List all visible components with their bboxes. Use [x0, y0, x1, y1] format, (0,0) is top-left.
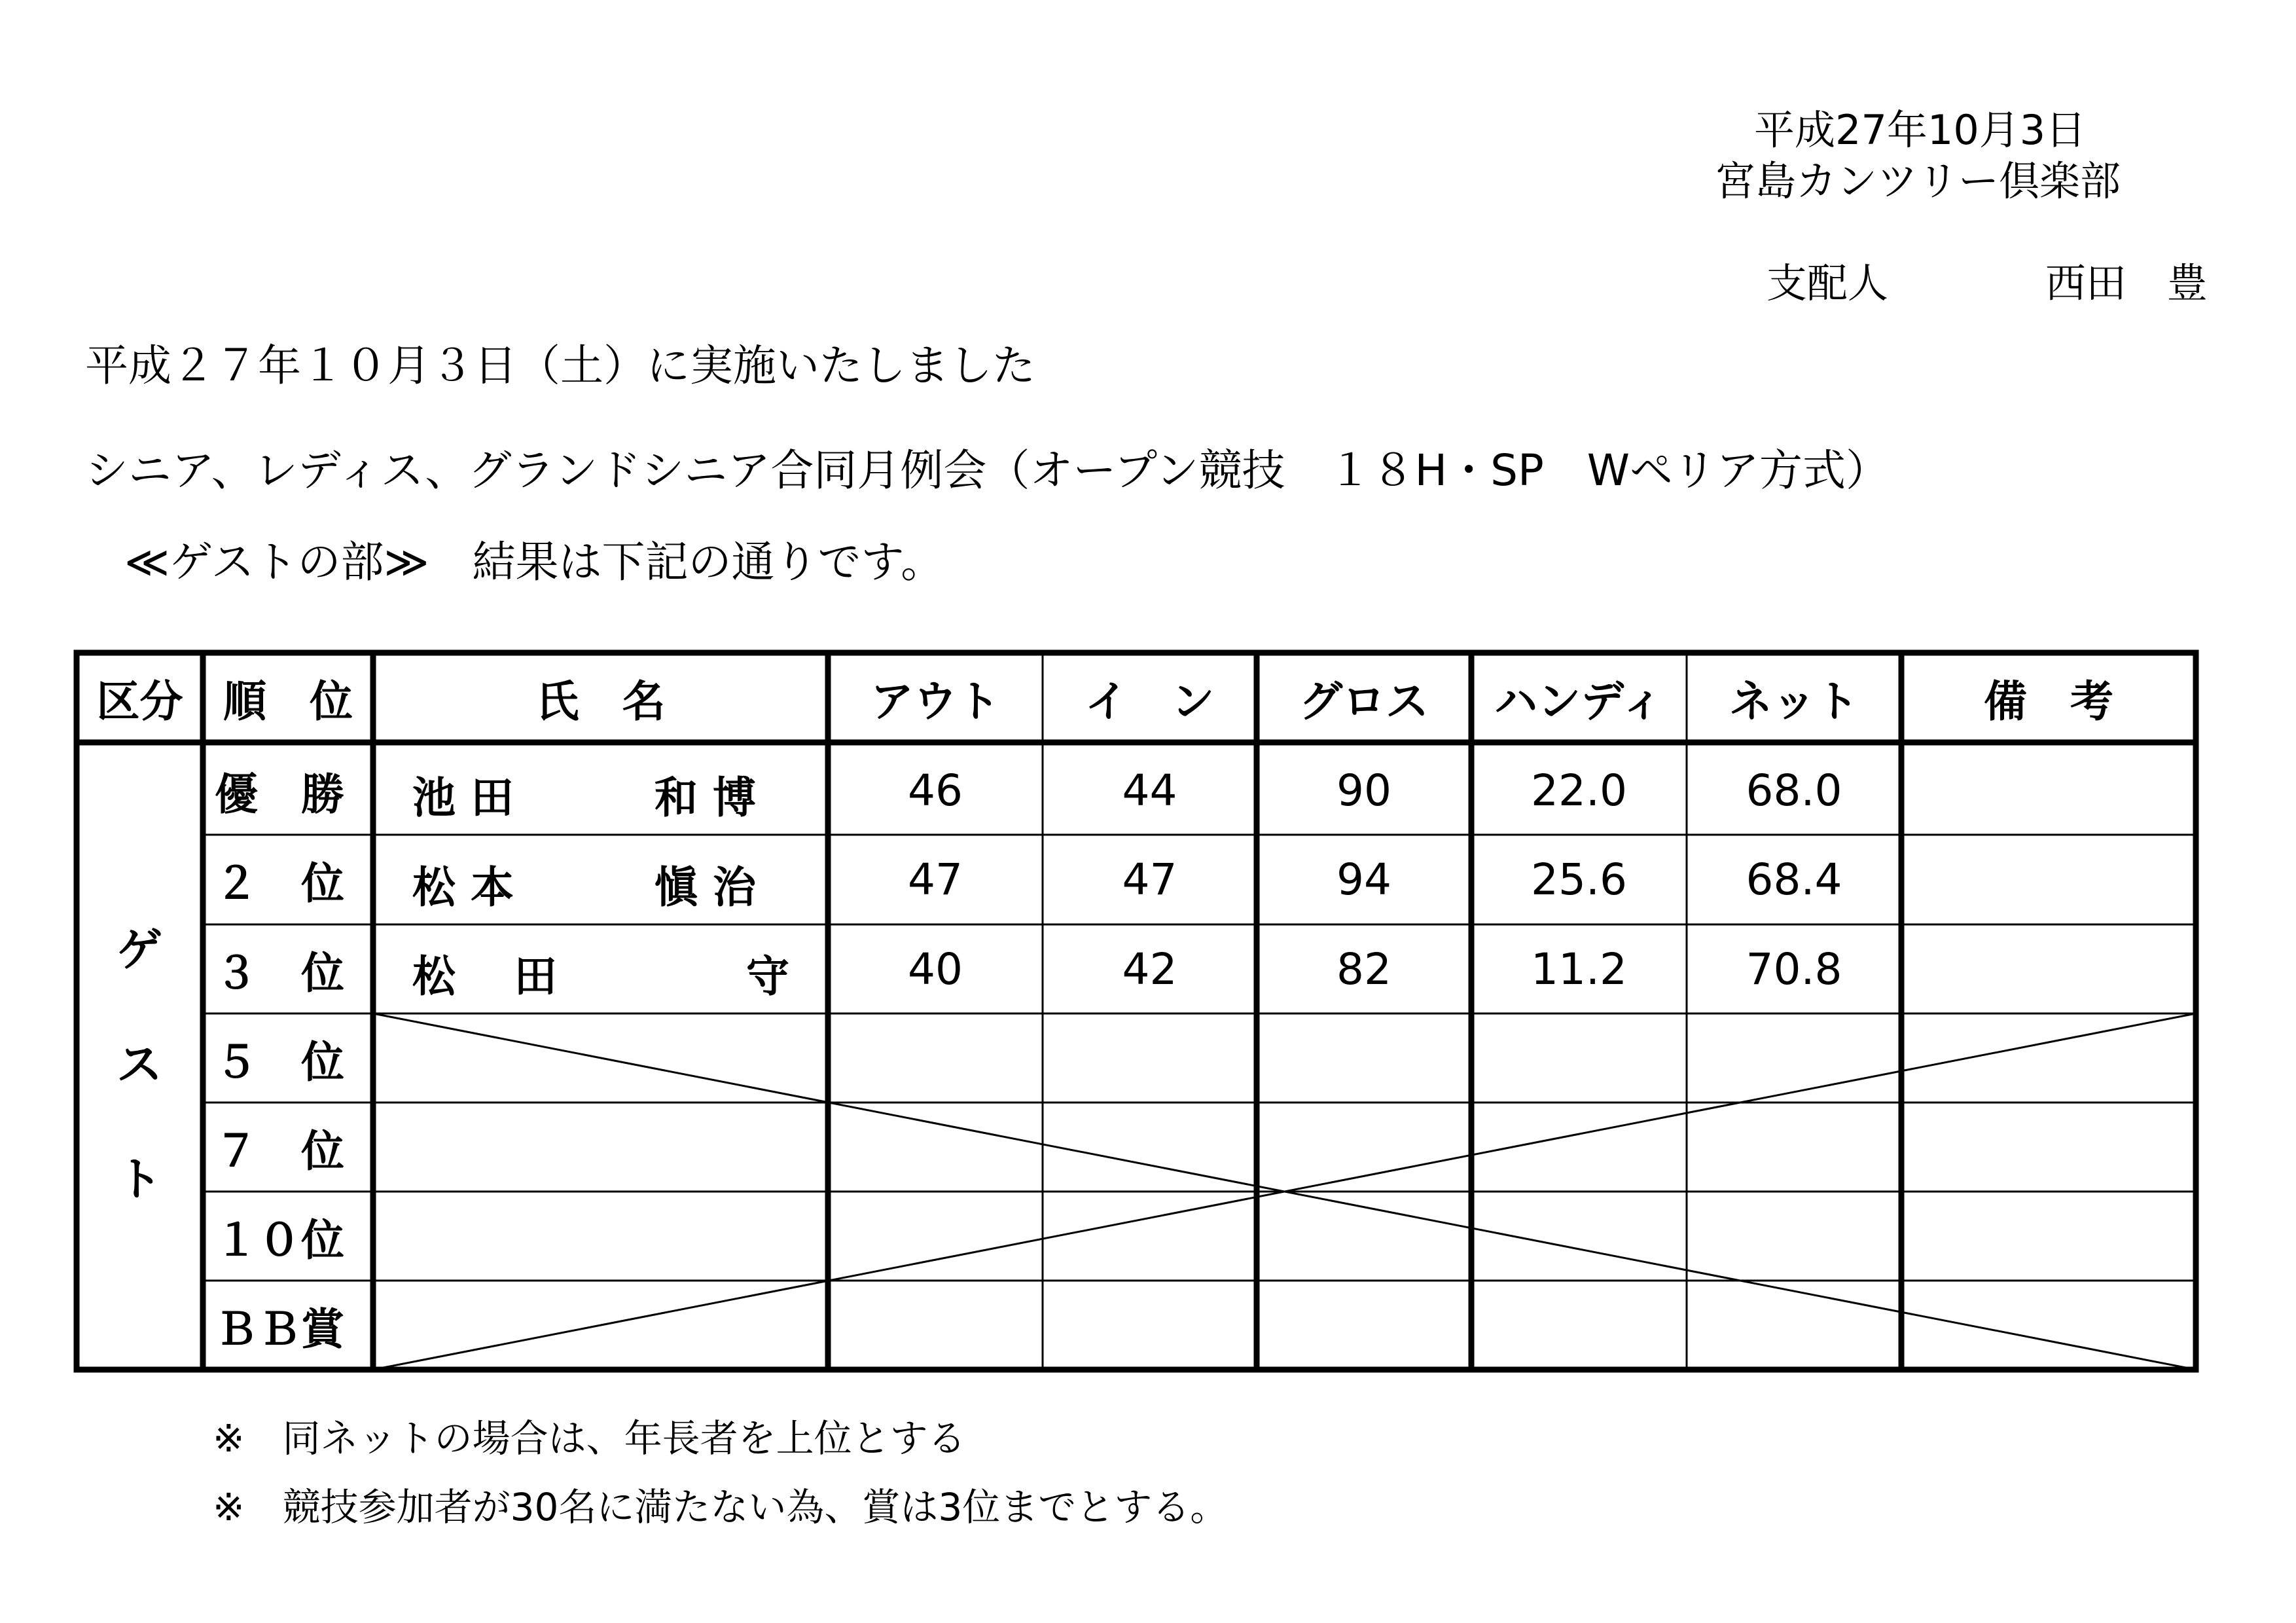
score-out: 46 [908, 765, 963, 816]
header-remarks: 備 考 [1984, 676, 2113, 727]
player-family-name: 池 田 [412, 773, 514, 823]
player-given-name: 守 [746, 951, 789, 1002]
score-out: 47 [908, 854, 963, 905]
rank-cell: １０位 [215, 1214, 344, 1266]
rank-cell: ２ 位 [215, 858, 344, 909]
header-division: 区分 [96, 676, 183, 727]
player-family-name: 松 本 [412, 862, 514, 913]
header-out: アウト [870, 676, 1000, 727]
header-rank: 順 位 [223, 676, 353, 727]
score-handicap: 11.2 [1531, 943, 1627, 994]
note-2: ※ 競技参加者が30名に満たない為、賞は3位までとする。 [213, 1485, 1229, 1529]
rank-cell: ＢＢ賞 [215, 1304, 344, 1355]
score-in: 44 [1122, 765, 1177, 816]
rank-cell: ３ 位 [215, 947, 344, 998]
player-given-name: 愼 治 [655, 862, 756, 913]
note-1: ※ 同ネットの場合は、年長者を上位とする [213, 1416, 966, 1461]
header-net: ネット [1729, 676, 1859, 727]
division-char-1: ゲ [117, 923, 162, 977]
score-gross: 90 [1336, 765, 1391, 816]
header-name: 氏 名 [535, 676, 666, 727]
intro-line-1: 平成２７年１０月３日（土）に実施いたしました [85, 340, 1035, 391]
rank-cell: 優 勝 [215, 769, 344, 820]
score-in: 42 [1122, 943, 1177, 994]
score-net: 70.8 [1746, 943, 1842, 994]
header-handicap: ハンディ [1494, 676, 1664, 727]
header-in: イ ン [1085, 676, 1215, 727]
score-handicap: 22.0 [1531, 765, 1627, 816]
division-char-2: ス [117, 1038, 162, 1091]
intro-line-3: ≪ゲストの部≫ 結果は下記の通りです。 [124, 537, 944, 587]
score-gross: 94 [1336, 854, 1391, 905]
header-gross: グロス [1299, 676, 1429, 727]
score-gross: 82 [1336, 943, 1391, 994]
manager-name: 西田 豊 [2045, 259, 2208, 307]
intro-line-2: シニア、レディス、グランドシニア合同月例会（オープン競技 １８H・SP Wペリア方式） [85, 445, 1890, 496]
player-family-name: 松 田 [412, 951, 557, 1002]
division-char-3: ト [117, 1152, 162, 1206]
score-net: 68.4 [1746, 854, 1842, 905]
rank-cell: ５ 位 [215, 1036, 344, 1087]
score-out: 40 [908, 943, 963, 994]
manager-title: 支配人 [1766, 259, 1888, 307]
header-club: 宮島カンツリー倶楽部 [1715, 157, 2121, 205]
player-given-name: 和 博 [655, 773, 756, 823]
rank-cell: ７ 位 [215, 1125, 344, 1176]
header-date: 平成27年10月3日 [1754, 106, 2087, 154]
score-in: 47 [1122, 854, 1177, 905]
score-net: 68.0 [1746, 765, 1842, 816]
score-handicap: 25.6 [1531, 854, 1627, 905]
